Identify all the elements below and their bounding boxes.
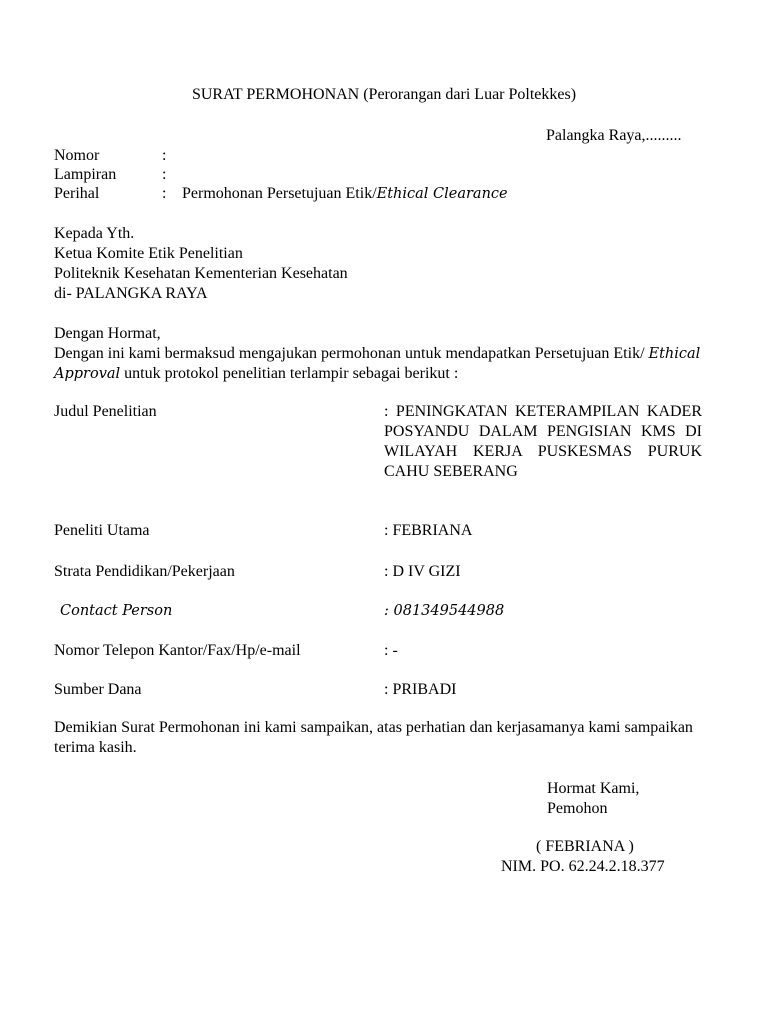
perihal-value-italic: Ethical Clearance [376,186,508,202]
strata-label: Strata Pendidikan/Pekerjaan [54,563,235,580]
signature-name: ( FEBRIANA ) [536,838,634,855]
perihal-colon: : [162,185,167,202]
strata-value: : D IV GIZI [384,563,461,580]
salutation: Dengan Hormat, [54,325,161,342]
place-date: Palangka Raya,......... [546,127,682,144]
perihal-value-text: Permohonan Persetujuan Etik/ [182,185,377,202]
perihal-value [182,184,508,204]
recipient-line-4: di- PALANGKA RAYA [54,285,208,302]
peneliti-label: Peneliti Utama [54,522,150,539]
signature-regards: Hormat Kami, [547,780,640,797]
lampiran-label: Lampiran [54,166,117,183]
lampiran-colon: : [162,166,167,183]
contact-value: : 081349544988 [384,603,505,619]
judul-value: : PENINGKATAN KETERAMPILAN KADER POSYANDU DALAM PENGISIAN KMS DI WILAYAH KERJA PUSKESMAS PURUK CAHU SEBERANG [384,403,702,480]
signature-nim: NIM. PO. 62.24.2.18.377 [501,858,665,875]
nomor-label: Nomor [54,147,100,164]
intro-italic: Ethical Approval [54,346,701,382]
telepon-label: Nomor Telepon Kantor/Fax/Hp/e-mail [54,642,301,659]
contact-label: Contact Person [60,603,173,619]
closing-paragraph: Demikian Surat Permohonan ini kami sampaikan, atas perhatian dan kerjasamanya kami sampaikan terima kasih. [54,719,693,756]
dana-value: : PRIBADI [384,681,457,698]
recipient-line-1: Kepada Yth. [54,225,135,242]
intro-text-2: untuk protokol penelitian terlampir sebagai berikut : [120,365,459,382]
nomor-colon: : [162,147,167,164]
telepon-value: : - [384,642,398,659]
signature-role: Pemohon [547,800,608,817]
recipient-line-2: Ketua Komite Etik Penelitian [54,245,243,262]
intro-paragraph [54,344,702,384]
perihal-label: Perihal [54,185,100,202]
judul-label: Judul Penelitian [54,403,157,420]
intro-text-1: Dengan ini kami bermaksud mengajukan permohonan untuk mendapatkan Persetujuan Etik/ [54,345,649,362]
recipient-line-3: Politeknik Kesehatan Kementerian Kesehatan [54,265,348,282]
dana-label: Sumber Dana [54,681,142,698]
letter-title: SURAT PERMOHONAN (Perorangan dari Luar Poltekkes) [191,86,577,103]
peneliti-value: : FEBRIANA [384,522,473,539]
